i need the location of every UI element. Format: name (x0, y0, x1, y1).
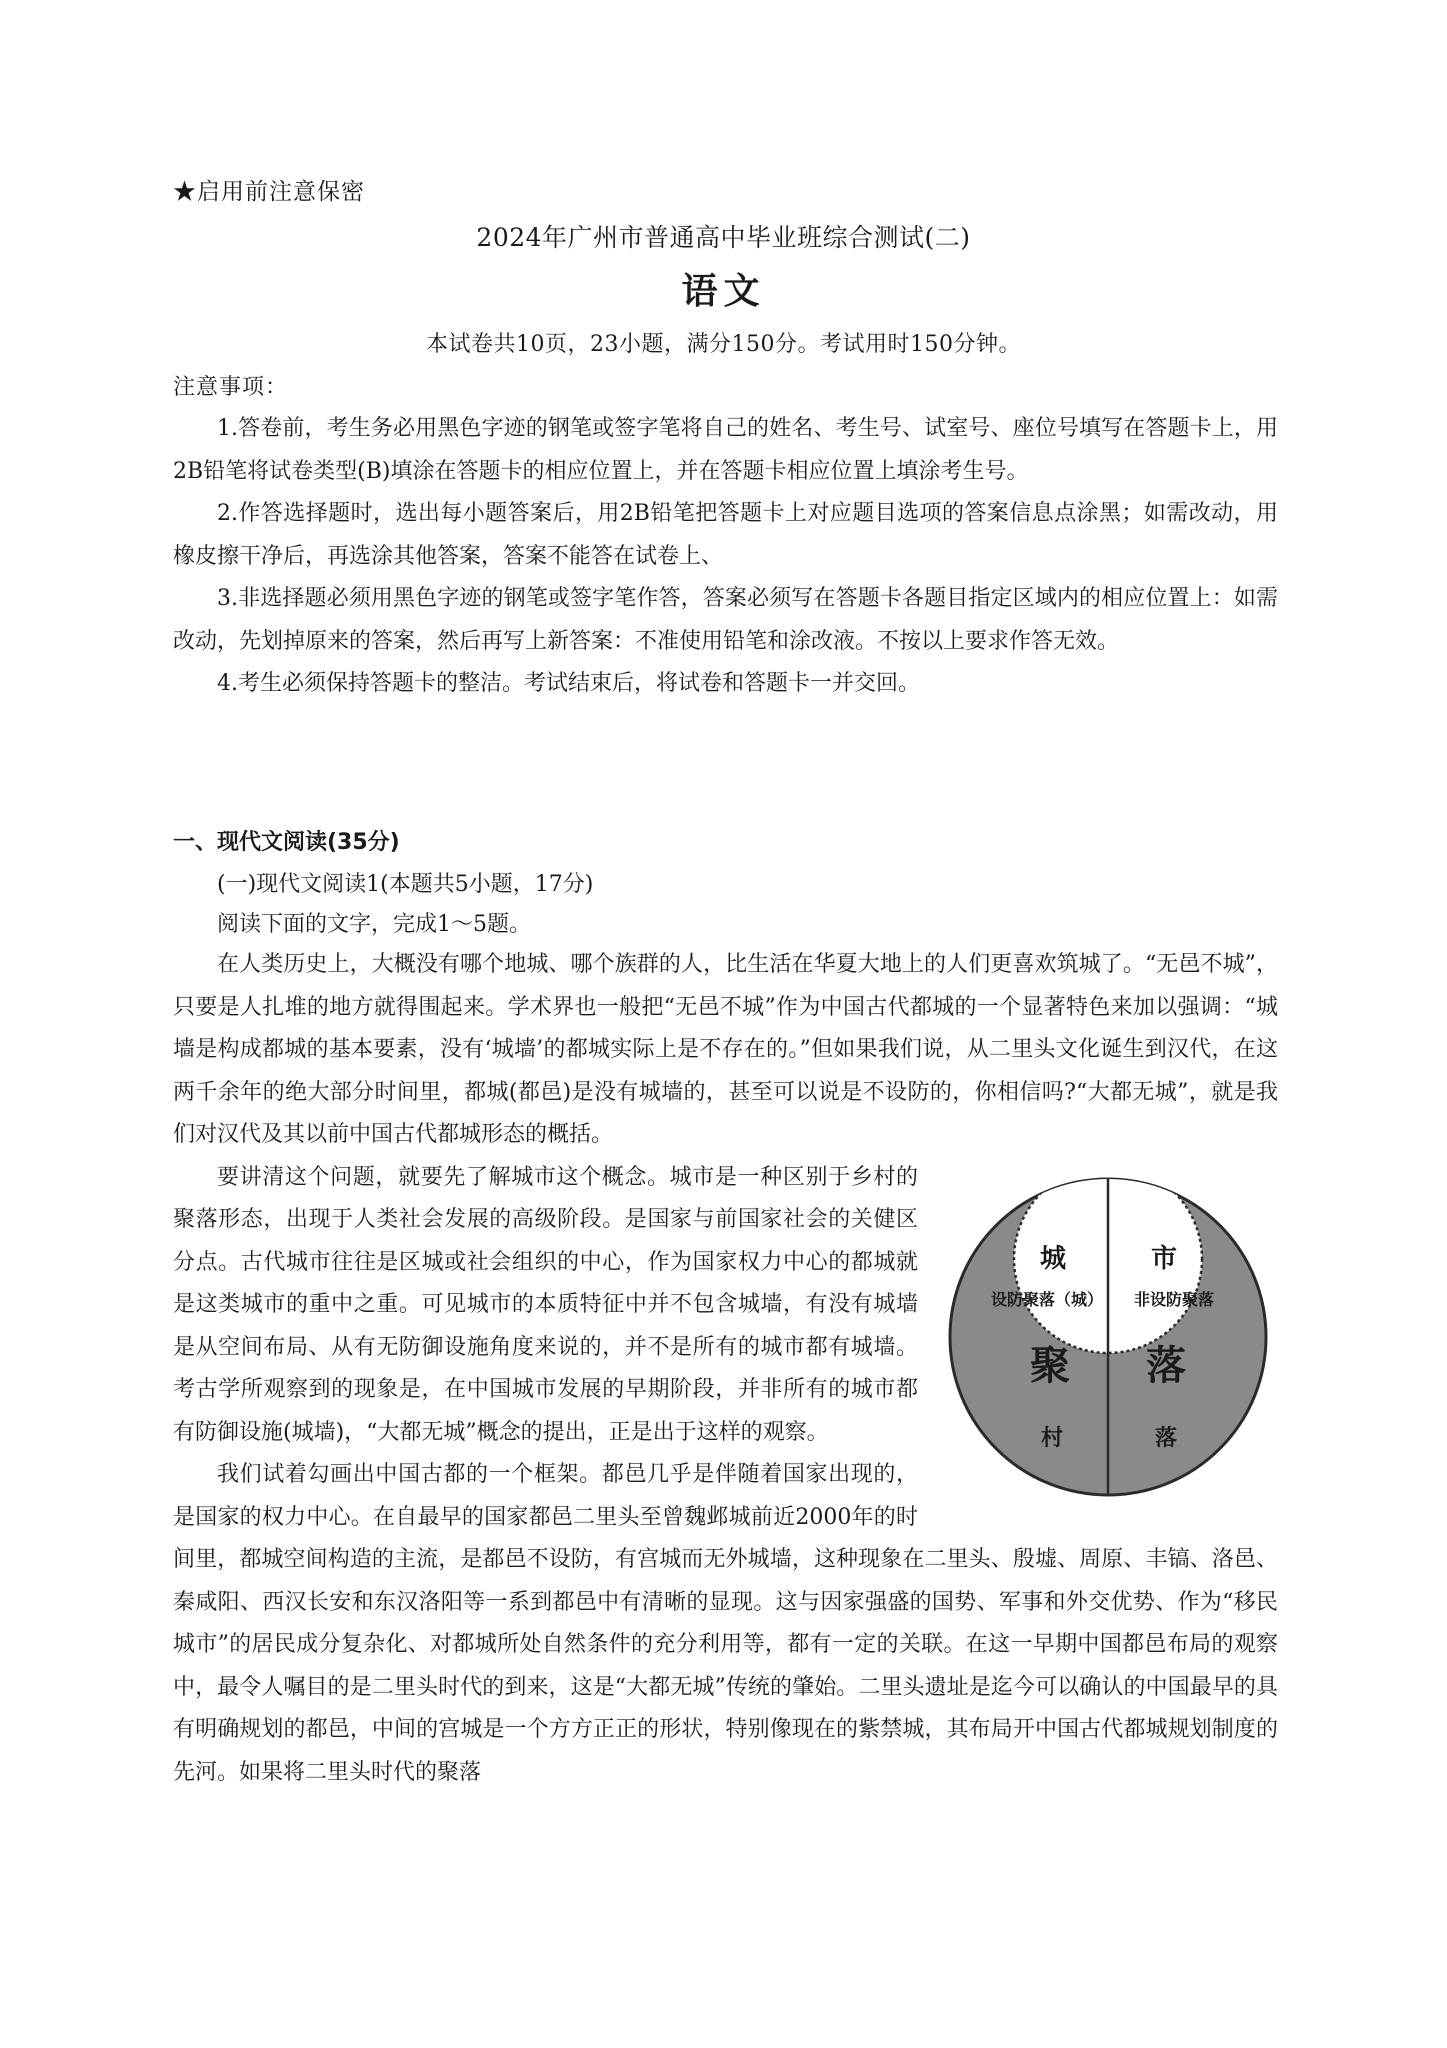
subject-title: 语文 (681, 271, 766, 312)
label-unfortified-settlement: 非设防聚落 (1133, 1289, 1215, 1309)
notice-item: 1.答卷前，考生务必用黑色字迹的钢笔或签字笔将自己的姓名、考生号、试室号、座位号填写在答题卡上，用2B铅笔将试卷类型(B)填涂在答题卡的相应位置上，并在答题卡相应位置上填涂考生号。 (173, 416, 1278, 484)
label-ju: 聚 (1030, 1342, 1070, 1389)
reading-instruction: 阅读下面的文字，完成1～5题。 (217, 912, 531, 937)
exam-info: 本试卷共10页，23小题，满分150分。考试用时150分钟。 (426, 332, 1021, 357)
label-cun: 村 (1040, 1425, 1064, 1451)
confidential-mark: ★启用前注意保密 (173, 179, 365, 205)
section-title: 一、现代文阅读(35分) (173, 830, 400, 855)
passage-paragraph: 在人类历史上，大概没有哪个地城、哪个族群的人，比生活在华夏大地上的人们更喜欢筑城了。“无邑不城”，只要是人扎堆的地方就得围起来。学术界也一般把“无邑不城”作为中国古代都城的一个显著特色来加以强调：“城墙是构成都城的基本要素，没有‘城墙’的都城实际上是不存在的。”但如果我们说，从二里头文化诞生到汉代，在这两千余年的绝大部分时间里，都城(都邑)是没有城墙的，甚至可以说是不设防的，你相信吗?“大都无城”，就是我们对汉代及其以前中国古代都城形态的概括。 (173, 952, 1278, 1147)
reading-passage (173, 944, 1278, 1794)
label-cheng: 城 (1039, 1243, 1067, 1274)
label-shi: 市 (1150, 1243, 1178, 1274)
passage-paragraph: 我们试着勾画出中国古都的一个框架。都邑几乎是伴随着国家出现的，是国家的权力中心。在自最早的国家都邑二里头至曾魏邺城前近2000年的时间里，都城空间构造的主流，是都邑不设防，有宫城而无外城墙，这种现象在二里头、殷墟、周原、丰镐、洛邑、秦咸阳、西汉长安和东汉洛阳等一系到都邑中有清晰的显现。这与因家强盛的国势、军事和外交优势、作为“移民城市”的居民成分复杂化、对都城所处自然条件的充分利用等，都有一定的关联。在这一早期中国都邑布局的观察中，最令人嘱目的是二里头时代的到来，这是“大都无城”传统的肇始。二里头遗址是迄今可以确认的中国最早的具有明确规划的都邑，中间的宫城是一个方方正正的形状，特别像现在的紫禁城，其布局开中国古代都城规划制度的先河。如果将二里头时代的聚落 (173, 1462, 1278, 1785)
settlement-circle-diagram (942, 1163, 1278, 1511)
notice-heading: 注意事项： (173, 375, 289, 400)
label-luo-small: 落 (1154, 1425, 1178, 1451)
label-luo-large: 落 (1146, 1342, 1186, 1389)
notice-item: 2.作答选择题时，选出每小题答案后，用2B铅笔把答题卡上对应题目选项的答案信息点涂黑；如需改动，用橡皮擦干净后，再选涂其他答案，答案不能答在试卷上、 (173, 501, 1278, 569)
passage-paragraph: 要讲清这个问题，就要先了解城市这个概念。城市是一种区别于乡村的聚落形态，出现于人类社会发展的高级阶段。是国家与前国家社会的关健区分点。古代城市往往是区城或社会组织的中心，作为国家权力中心的都城就是这类城市的重中之重。可见城市的本质特征中并不包含城墙，有没有城墙是从空间布局、从有无防御设施角度来说的，并不是所有的城市都有城墙。考古学所观察到的现象是，在中国城市发展的早期阶段，并非所有的城市都有防御设施(城墙)，“大都无城”概念的提出，正是出于这样的观察。 (173, 1164, 918, 1445)
sub-section-title: (一)现代文阅读1(本题共5小题，17分) (217, 872, 594, 897)
notice-item: 4.考生必须保持答题卡的整洁。考试结束后，将试卷和答题卡一并交回。 (217, 671, 920, 696)
exam-title: 2024年广州市普通高中毕业班综合测试(二) (476, 223, 971, 252)
city-settlement-diagram (942, 1163, 1278, 1511)
notice-list (173, 408, 1278, 706)
label-fortified-settlement: 设防聚落（城） (990, 1289, 1104, 1309)
notice-item: 3.非选择题必须用黑色字迹的钢笔或签字笔作答，答案必须写在答题卡各题目指定区域内的相应位置上：如需改动，先划掉原来的答案，然后再写上新答案：不准使用铅笔和涂改液。不按以上要求作答无效。 (173, 586, 1278, 654)
